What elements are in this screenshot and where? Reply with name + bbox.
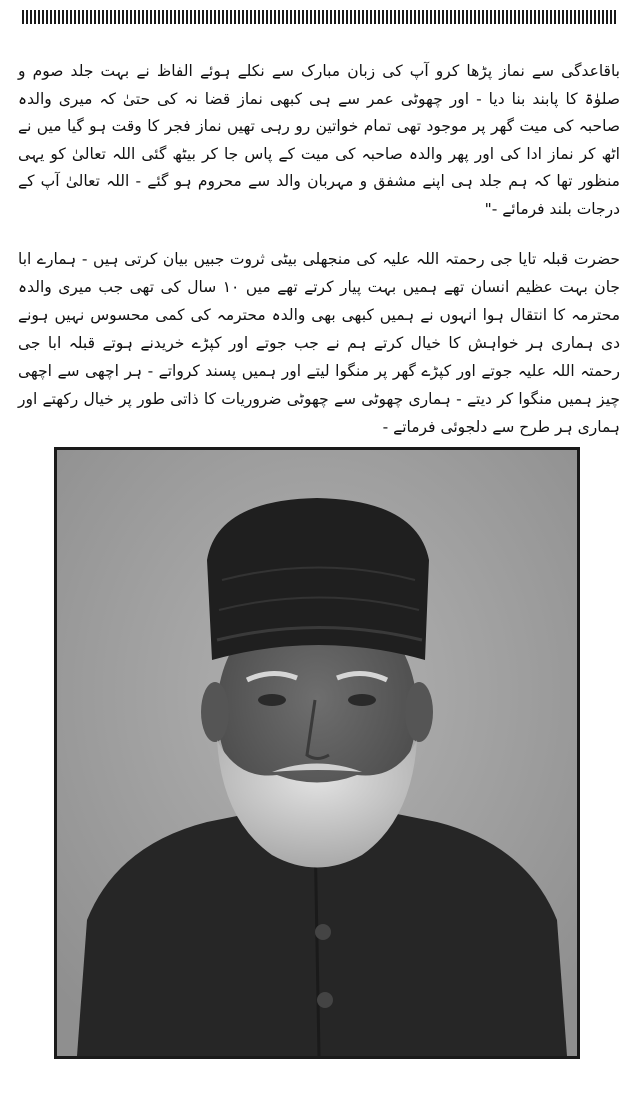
portrait-illustration xyxy=(57,450,577,1056)
paragraph-second: حضرت قبلہ تایا جی رحمتہ اللہ علیہ کی منجھلی بیٹی ثروت جبیں بیان کرتی ہیں - ہمارے ابا جان بہت عظیم انسان تھے ہمیں بہت پیار کرتے تھے میں ۱۰ سال کی تھی جب میری والدہ محترمہ کا انتقال ہوا انہوں نے ہمیں کبھی بھی والدہ محترمہ کی کمی محسوس نہیں ہونے دی ہماری ہر خواہش کا خیال کرتے ہم نے جب جوتے اور کپڑے خریدنے ہوتے قبلہ ابا جی رحمتہ اللہ علیہ جوتے اور کپڑے گھر پر منگوا لیتے اور ہمیں پسند کرواتے - ہر اچھی سے اچھی چیز ہمیں منگوا کر دیتے - ہماری چھوٹی سے چھوٹی ضروریات کا ذاتی طور پر خیال رکھتے اور ہماری ہر طرح سے دلجوئی فرماتے - xyxy=(18,250,620,436)
article-body xyxy=(18,58,620,441)
decorative-border xyxy=(22,10,618,24)
portrait-photo xyxy=(54,447,580,1059)
paragraph-first: باقاعدگی سے نماز پڑھا کرو آپ کی زبان مبارک سے نکلے ہوئے الفاظ نے بہت جلد صوم و صلوٰۃ کا پابند بنا دیا - اور چھوٹی عمر سے ہی کبھی نماز قضا نہ کی حتیٰ کہ میری والدہ صاحبہ کی میت گھر پر موجود تھی تمام خواتین رو رہی تھیں نماز فجر کا وقت ہو گیا میں نے اٹھ کر نماز ادا کی اور پھر والدہ صاحبہ کی میت کے پاس جا کر بیٹھ گئی اللہ تعالیٰ کو یہی منظور تھا کہ ہم جلد ہی اپنے مشفق و مہربان والد سے محروم ہو گئے - اللہ تعالیٰ آپ کے درجات بلند فرمائے -" xyxy=(18,62,620,218)
